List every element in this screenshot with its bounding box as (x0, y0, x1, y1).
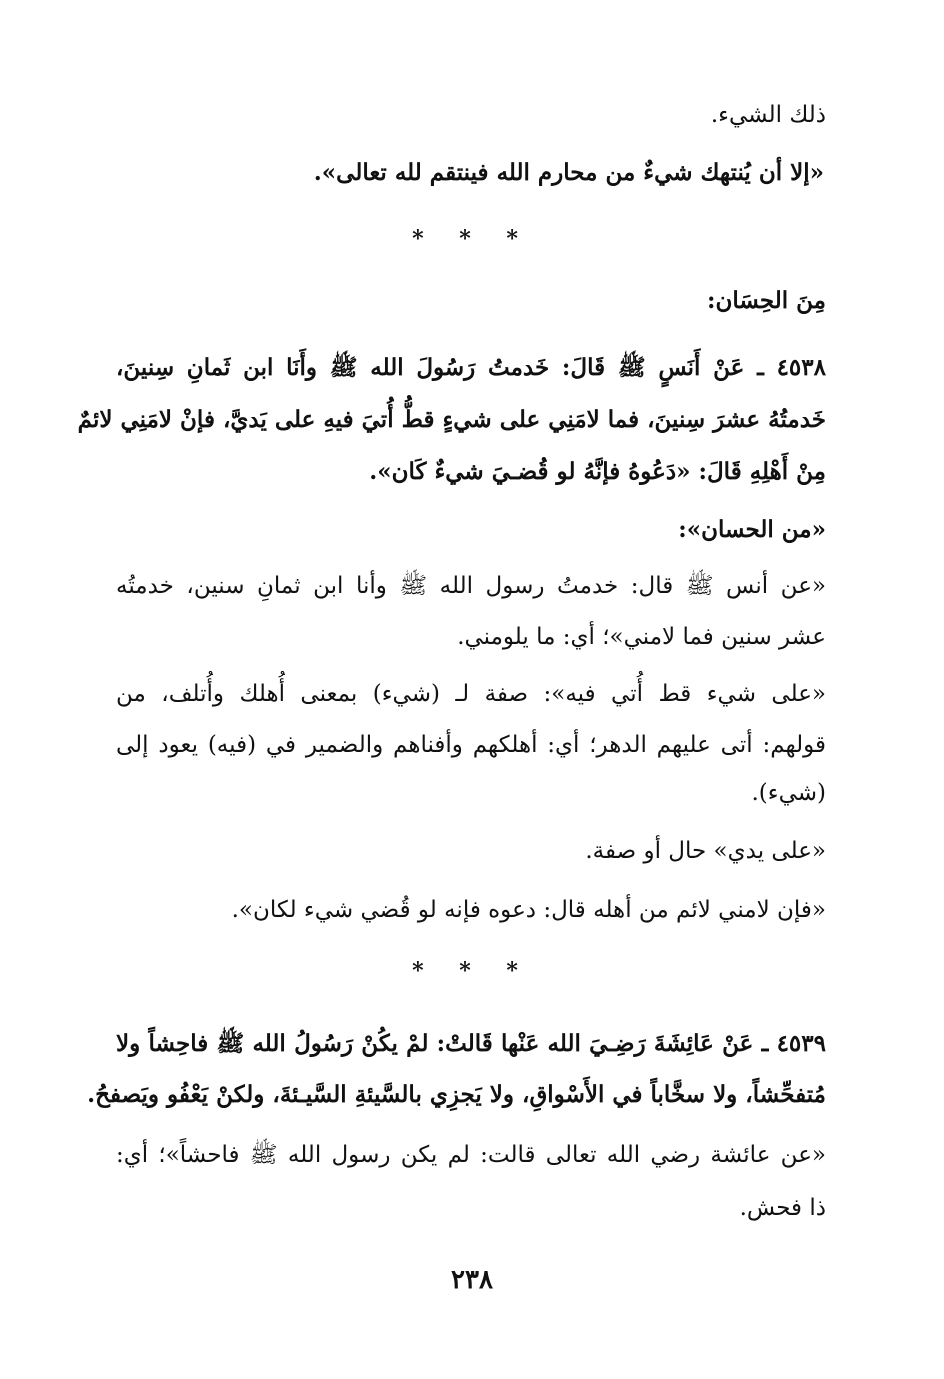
commentary-heading: «من الحسان»: (678, 516, 826, 543)
commentary-text: قولهم: أتى عليهم الدهر؛ أي: أهلكهم وأفناهم والضمير في (فيه) يعود إلى (116, 732, 826, 758)
commentary-text: عشر سنين فما لامني»؛ أي: ما يلومني. (457, 624, 826, 650)
section-separator: * * * (412, 958, 532, 984)
commentary-text: (شيء). (751, 780, 826, 806)
commentary-text: ذا فحش. (739, 1195, 826, 1221)
text-line: ذلك الشيء. (710, 102, 826, 128)
quoted-phrase: «إلا أن يُنتهك شيءٌ من محارم الله فينتقم لله تعالى». (313, 159, 824, 186)
hadith-text: خَدمتُهُ عشرَ سِنينَ، فما لامَنِي على شيءٍ قطُّ أُتيَ فيهِ على يَديَّ، فإنْ لامَنِي لائمٌ (77, 406, 826, 433)
commentary-text: «على يدي» حال أو صفة. (585, 838, 826, 864)
commentary-text: «على شيء قط أُتي فيه»: صفة لـ (شيء) بمعنى أُهلك وأُتلف، من (116, 681, 826, 707)
commentary-text: «فإن لامني لائم من أهله قال: دعوه فإنه لو قُضي شيء لكان». (231, 897, 826, 923)
hadith-text: مُتفحِّشاً، ولا سخَّاباً في الأَسْواقِ، ولا يَجزِي بالسَّيئةِ السَّيـئةَ، ولكنْ يَعْفُو ويَصفحُ. (87, 1081, 826, 1108)
hadith-text: ٤٥٣٩ ـ عَنْ عَائِشَةَ رَضِـيَ الله عَنْها قَالتْ: لمْ يكُنْ رَسُولُ الله ﷺ فاحِشاً ولا (116, 1030, 826, 1057)
section-heading: مِنَ الحِسَان: (707, 287, 826, 314)
page-number: ٢٣٨ (451, 1265, 493, 1295)
commentary-text: «عن أنس ﷺ قال: خدمتُ رسول الله ﷺ وأنا ابن ثمانِ سنين، خدمتُه (116, 573, 826, 599)
section-separator: * * * (412, 226, 532, 252)
hadith-text: مِنْ أَهْلِهِ قَالَ: «دَعُوهُ فإنَّهُ لو قُضـيَ شيءٌ كَان». (369, 458, 826, 485)
commentary-text: «عن عائشة رضي الله تعالى قالت: لم يكن رسول الله ﷺ فاحشاً»؛ أي: (116, 1142, 826, 1168)
hadith-text: ٤٥٣٨ ـ عَنْ أَنَسٍ ﷺ قَالَ: خَدمتُ رَسُولَ الله ﷺ وأَنَا ابن ثَمانِ سِنينَ، (116, 354, 826, 381)
